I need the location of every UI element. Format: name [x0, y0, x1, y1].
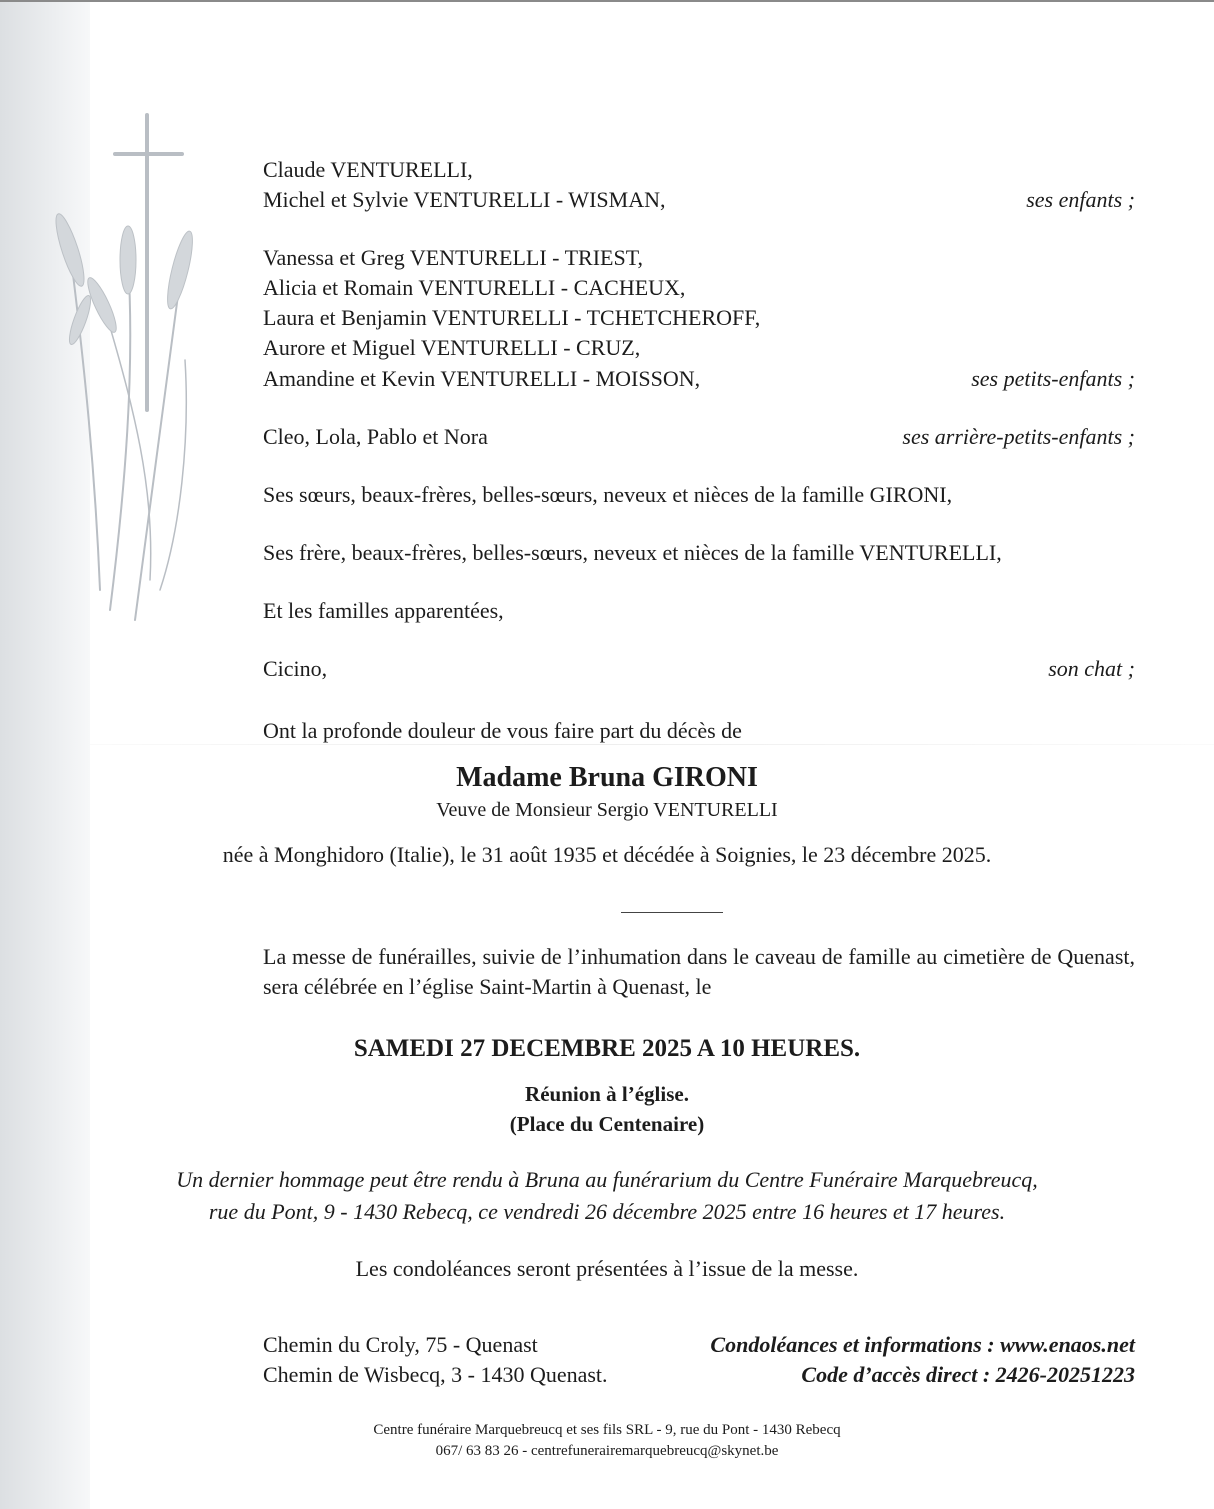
- online-condolences: Condoléances et informations : www.enaos.net: [710, 1332, 1135, 1357]
- cross-and-wheat-icon: [40, 110, 200, 630]
- place-name: (Place du Centenaire): [509, 1112, 705, 1136]
- grandchild-5: Amandine et Kevin VENTURELLI - MOISSON,: [263, 366, 701, 391]
- grandchild-3: Laura et Benjamin VENTURELLI - TCHETCHEROFF,: [263, 305, 761, 330]
- footer-company: Centre funéraire Marquebreucq et ses fils SRL - 9, rue du Pont - 1430 Rebecq: [373, 1422, 841, 1438]
- pet-role: son chat ;: [1048, 656, 1135, 681]
- meeting-place: Réunion à l’église.: [525, 1082, 689, 1106]
- children-role: ses enfants ;: [1026, 187, 1135, 212]
- grandchildren-role: ses petits-enfants ;: [971, 366, 1135, 391]
- address-2: Chemin de Wisbecq, 3 - 1430 Quenast.: [263, 1362, 608, 1387]
- section-divider: [621, 912, 723, 913]
- access-code: Code d’accès direct : 2426-20251223: [801, 1362, 1135, 1387]
- grandchild-2: Alicia et Romain VENTURELLI - CACHEUX,: [263, 275, 686, 300]
- grandchild-1: Vanessa et Greg VENTURELLI - TRIEST,: [263, 245, 644, 270]
- child-2: Michel et Sylvie VENTURELLI - WISMAN,: [263, 187, 666, 212]
- condolences-note: Les condoléances seront présentées à l’issue de la messe.: [355, 1256, 859, 1281]
- child-1: Claude VENTURELLI,: [263, 157, 473, 182]
- birth-death-dates: née à Monghidoro (Italie), le 31 août 1935 et décédée à Soignies, le 23 décembre 2025.: [222, 842, 992, 867]
- top-border: [0, 0, 1214, 2]
- related-families: Et les familles apparentées,: [263, 598, 504, 623]
- siblings-gironi: Ses sœurs, beaux-frères, belles-sœurs, neveux et nièces de la famille GIRONI,: [263, 482, 953, 507]
- address-1: Chemin du Croly, 75 - Quenast: [263, 1332, 538, 1357]
- great-grandchildren: Cleo, Lola, Pablo et Nora: [263, 424, 488, 449]
- homage-line-1: Un dernier hommage peut être rendu à Bruna au funérarium du Centre Funéraire Marquebreucq,: [176, 1167, 1038, 1192]
- pet-name: Cicino,: [263, 656, 328, 681]
- deceased-name: Madame Bruna GIRONI: [456, 762, 758, 793]
- ceremony-text: La messe de funérailles, suivie de l’inhumation dans le caveau de famille au cimetière de Quenast, sera célébrée en l’église Saint-Martin à Quenast, le: [263, 944, 1135, 999]
- great-grandchildren-role: ses arrière-petits-enfants ;: [902, 424, 1135, 449]
- ceremony-datetime: SAMEDI 27 DECEMBRE 2025 A 10 HEURES.: [353, 1035, 861, 1062]
- grandchild-4: Aurore et Miguel VENTURELLI - CRUZ,: [263, 335, 641, 360]
- widow-of: Veuve de Monsieur Sergio VENTURELLI: [436, 799, 778, 821]
- siblings-venturelli: Ses frère, beaux-frères, belles-sœurs, neveux et nièces de la famille VENTURELLI,: [263, 540, 1002, 565]
- announcement: Ont la profonde douleur de vous faire part du décès de: [263, 718, 742, 743]
- homage-line-2: rue du Pont, 9 - 1430 Rebecq, ce vendredi 26 décembre 2025 entre 16 heures et 17 heures.: [208, 1199, 1006, 1224]
- footer-contact: 067/ 63 83 26 - centrefunerairemarquebreucq@skynet.be: [435, 1443, 779, 1459]
